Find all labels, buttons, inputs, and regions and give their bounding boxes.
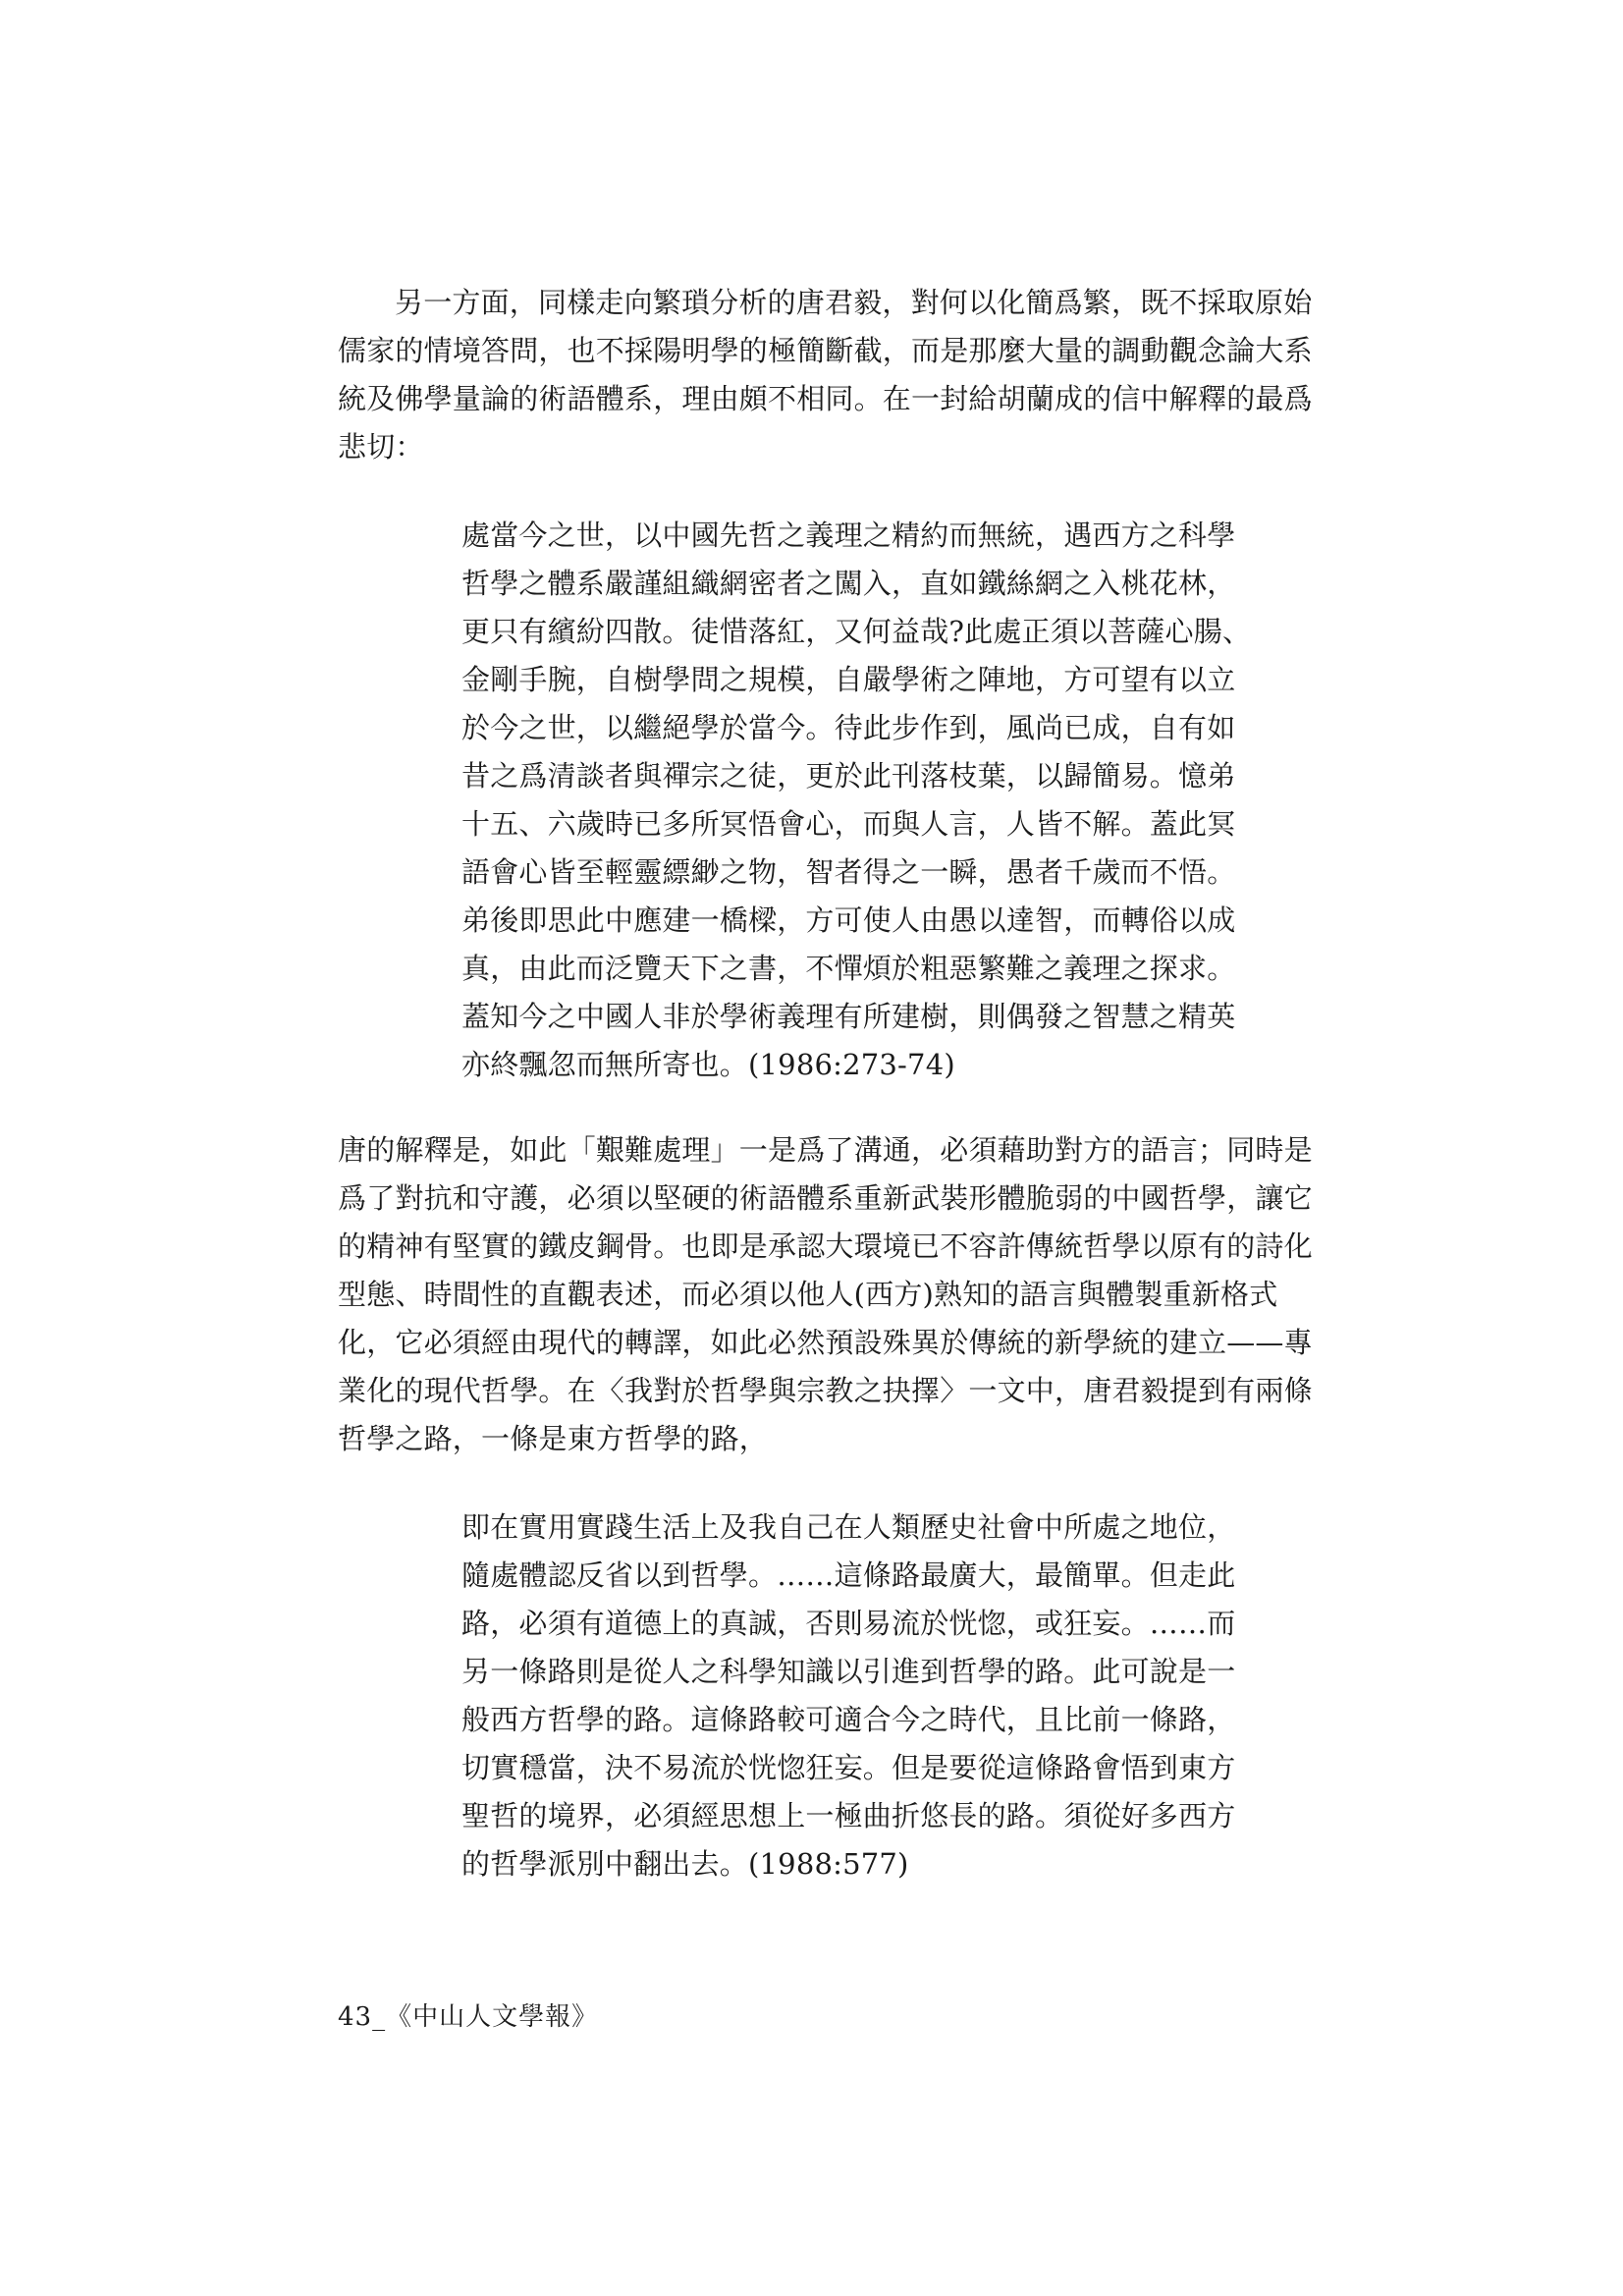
quote-line: 蓋知今之中國人非於學術義理有所建樹，則偶發之智慧之精英: [461, 1000, 1236, 1033]
quote-line: 語會心皆至輕靈縹緲之物，智者得之一瞬，愚者千歲而不悟。: [461, 855, 1236, 889]
quote-line: 於今之世，以繼絕學於當今。待此步作到，風尚已成，自有如: [461, 711, 1236, 744]
quote-line: 金剛手腕，自樹學問之規模，自嚴學術之陣地，方可望有以立: [461, 663, 1236, 696]
quote-line: 另一條路則是從人之科學知識以引進到哲學的路。此可說是一: [461, 1655, 1236, 1688]
text-line: 爲了對抗和守護，必須以堅硬的術語體系重新武裝形體脆弱的中國哲學，讓它: [338, 1181, 1313, 1215]
text-line: 唐的解釋是，如此「艱難處理」一是爲了溝通，必須藉助對方的語言；同時是: [338, 1133, 1313, 1167]
quote-line: 更只有繽紛四散。徒惜落紅，又何益哉?此處正須以菩薩心腸、: [461, 615, 1252, 648]
quote-line: 處當今之世，以中國先哲之義理之精約而無統，遇西方之科學: [461, 519, 1236, 552]
text-line: 型態、時間性的直觀表述，而必須以他人(西方)熟知的語言與體製重新格式: [338, 1278, 1278, 1311]
quote-line: 般西方哲學的路。這條路較可適合今之時代，且比前一條路，: [461, 1703, 1236, 1736]
text-line: 悲切：: [338, 430, 424, 464]
quote-line: 路，必須有道德上的真誠，否則易流於恍惚，或狂妄。……而: [461, 1607, 1236, 1640]
text-line: 另一方面，同樣走向繁瑣分析的唐君毅，對何以化簡爲繁，既不採取原始: [395, 286, 1313, 319]
text-line: 化，它必須經由現代的轉譯，如此必然預設殊異於傳統的新學統的建立——專: [338, 1326, 1313, 1359]
text-line: 的精神有堅實的鐵皮鋼骨。也即是承認大環境已不容許傳統哲學以原有的詩化: [338, 1230, 1313, 1263]
quote-line: 聖哲的境界，必須經思想上一極曲折悠長的路。須從好多西方: [461, 1799, 1236, 1832]
page-footer: 43_《中山人文學報》: [338, 2002, 599, 2032]
text-line: 哲學之路，一條是東方哲學的路，: [338, 1422, 769, 1455]
text-line: 業化的現代哲學。在〈我對於哲學與宗教之抉擇〉一文中，唐君毅提到有兩條: [338, 1374, 1313, 1407]
quote-line: 的哲學派別中翻出去。(1988:577): [461, 1847, 909, 1881]
quote-line: 即在實用實踐生活上及我自己在人類歷史社會中所處之地位，: [461, 1510, 1236, 1544]
quote-line: 昔之爲清談者與禪宗之徒，更於此刊落枝葉，以歸簡易。憶弟: [461, 759, 1236, 793]
quote-line: 隨處體認反省以到哲學。……這條路最廣大，最簡單。但走此: [461, 1558, 1236, 1592]
quote-line: 弟後即思此中應建一橋樑，方可使人由愚以達智，而轉俗以成: [461, 903, 1236, 937]
quote-line: 切實穩當，決不易流於恍惚狂妄。但是要從這條路會悟到東方: [461, 1751, 1236, 1784]
quote-line: 亦終飄忽而無所寄也。(1986:273-74): [461, 1048, 955, 1081]
quote-line: 真，由此而泛覽天下之書，不憚煩於粗惡繁難之義理之探求。: [461, 952, 1236, 985]
quote-line: 十五、六歲時已多所冥悟會心，而與人言，人皆不解。蓋此冥: [461, 807, 1236, 841]
quote-line: 哲學之體系嚴謹組織網密者之闖入，直如鐵絲網之入桃花林，: [461, 567, 1236, 600]
text-line: 統及佛學量論的術語體系，理由頗不相同。在一封給胡蘭成的信中解釋的最爲: [338, 382, 1313, 415]
text-line: 儒家的情境答問，也不採陽明學的極簡斷截，而是那麼大量的調動觀念論大系: [338, 334, 1313, 367]
